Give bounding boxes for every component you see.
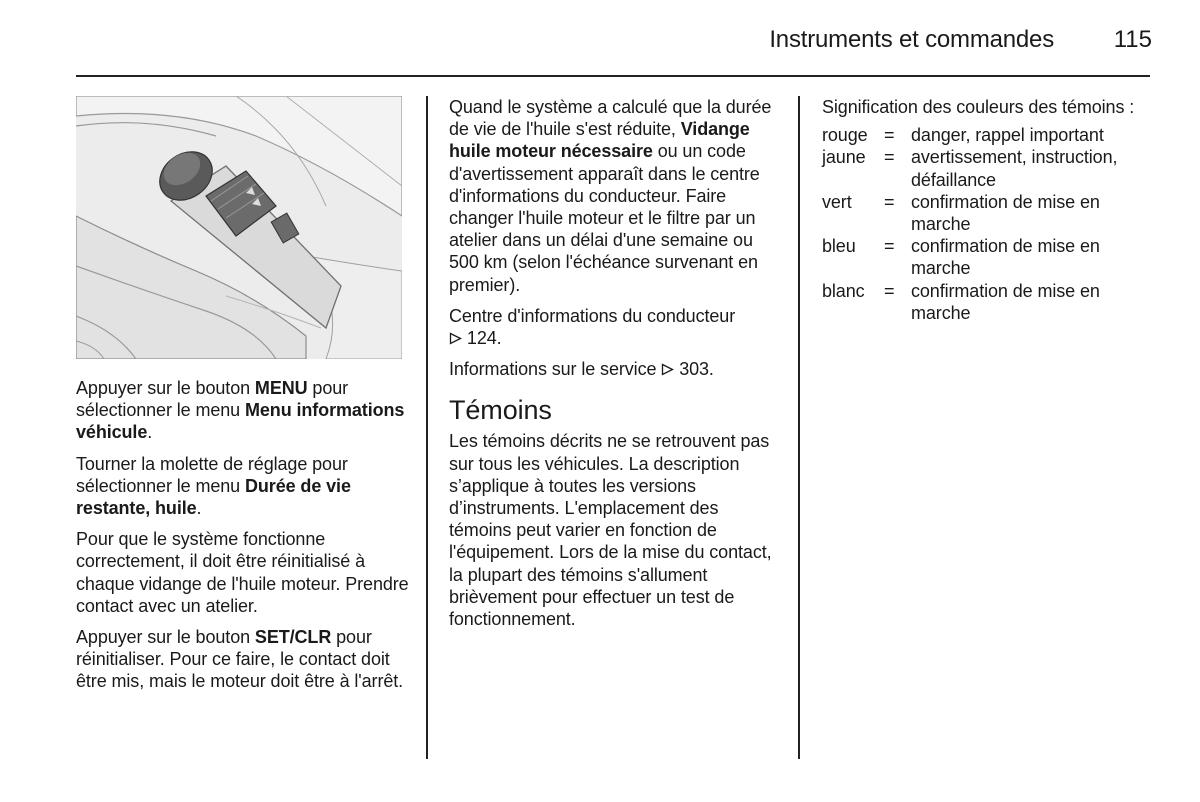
color-name: vert: [822, 191, 852, 212]
table-row: [822, 146, 1152, 190]
section-heading-temoins: Témoins: [449, 395, 552, 426]
menu-button-label: MENU: [254, 378, 308, 398]
page-reference-arrow-icon: [449, 332, 462, 345]
column-3: [822, 96, 1152, 324]
paragraph-adjust-wheel: [76, 453, 414, 520]
equals-sign: =: [884, 125, 895, 146]
text-run: ou un code d'avertissement apparaît dans le centre d'informations du conducteur. Faire changer l'huile moteur et le filtre par un atelier dans un délai d'une semaine ou 500 km (selon l'échéance survenant en premier).: [449, 141, 760, 295]
paragraph-reset-info: Pour que le système fonctionne correctement, il doit être réinitialisé à chaque vidange de l'huile moteur. Prendre contact avec un atelier.: [76, 529, 409, 616]
color-meaning-table: [822, 124, 1152, 324]
equals-sign: =: [884, 147, 895, 168]
header-rule: [76, 75, 1150, 77]
page-number: 115: [1113, 26, 1152, 53]
table-row: [822, 124, 1152, 146]
text-run: .: [147, 422, 153, 443]
equals-sign: =: [884, 191, 895, 212]
color-meaning: danger, rappel important: [911, 125, 1104, 146]
text-run: Tourner la molette de réglage pour sélectionner le menu: [76, 453, 348, 496]
reference-text: Informations sur le service: [449, 359, 657, 380]
column-divider-1: [426, 96, 428, 759]
color-name: rouge: [822, 125, 868, 146]
paragraph-set-clr: [76, 626, 414, 693]
text-run: pour réinitialiser. Pour ce faire, le contact doit être mis, mais le moteur doit être à l'arrêt.: [76, 627, 404, 692]
column-2: [449, 96, 785, 639]
table-row: [822, 235, 1152, 279]
paragraph-oil-change: [449, 96, 785, 296]
color-meaning: confirmation de mise en marche: [911, 236, 1100, 279]
text-run: Appuyer sur le bouton: [76, 378, 255, 398]
text-run: pour sélectionner le menu: [76, 378, 349, 421]
text-run: Quand le système a calculé que la durée de vie de l'huile s'est réduite,: [449, 97, 772, 140]
color-meaning-intro: Signification des couleurs des témoins :: [822, 97, 1135, 117]
color-name: bleu: [822, 236, 856, 257]
reference-page: 303.: [679, 359, 714, 380]
cross-reference-driver-info[interactable]: [449, 305, 785, 349]
set-clr-button-label: SET/CLR: [254, 627, 332, 648]
reference-page: 124.: [466, 328, 502, 349]
equals-sign: =: [884, 236, 895, 257]
text-run: Appuyer sur le bouton: [76, 627, 255, 648]
oil-life-menu-label: Durée de vie restante, huile: [76, 475, 351, 519]
table-row: [822, 191, 1152, 235]
color-name: blanc: [822, 280, 865, 301]
color-name: jaune: [822, 147, 866, 168]
reference-text: Centre d'informations du conducteur: [449, 305, 736, 326]
page-reference-arrow-icon: [661, 363, 674, 376]
running-header-title: Instruments et commandes: [769, 26, 1054, 53]
paragraph-temoins: Les témoins décrits ne se retrouvent pas sur tous les véhicules. La description s’applique à toutes les versions d’instruments. L'emplacement des témoins peut varier en fonction de l'équipement. Lors de la mise du contact, la plupart des témoins s'allument brièvement pour effectuer un test de fonctionnement.: [449, 431, 772, 630]
color-meaning: confirmation de mise en marche: [911, 191, 1100, 235]
equals-sign: =: [884, 280, 895, 301]
color-meaning: confirmation de mise en marche: [911, 280, 1100, 323]
text-run: .: [196, 498, 202, 519]
paragraph-menu-button: [76, 377, 414, 444]
menu-name-label: Menu informations véhicule: [76, 400, 405, 443]
oil-change-message-label: Vidange huile moteur nécessaire: [449, 119, 750, 162]
table-row: [822, 280, 1152, 324]
stalk-illustration: [76, 96, 402, 359]
column-1: [76, 377, 414, 702]
column-divider-2: [798, 96, 800, 759]
cross-reference-service-info[interactable]: [449, 358, 785, 380]
color-meaning: avertissement, instruction, défaillance: [911, 147, 1118, 190]
